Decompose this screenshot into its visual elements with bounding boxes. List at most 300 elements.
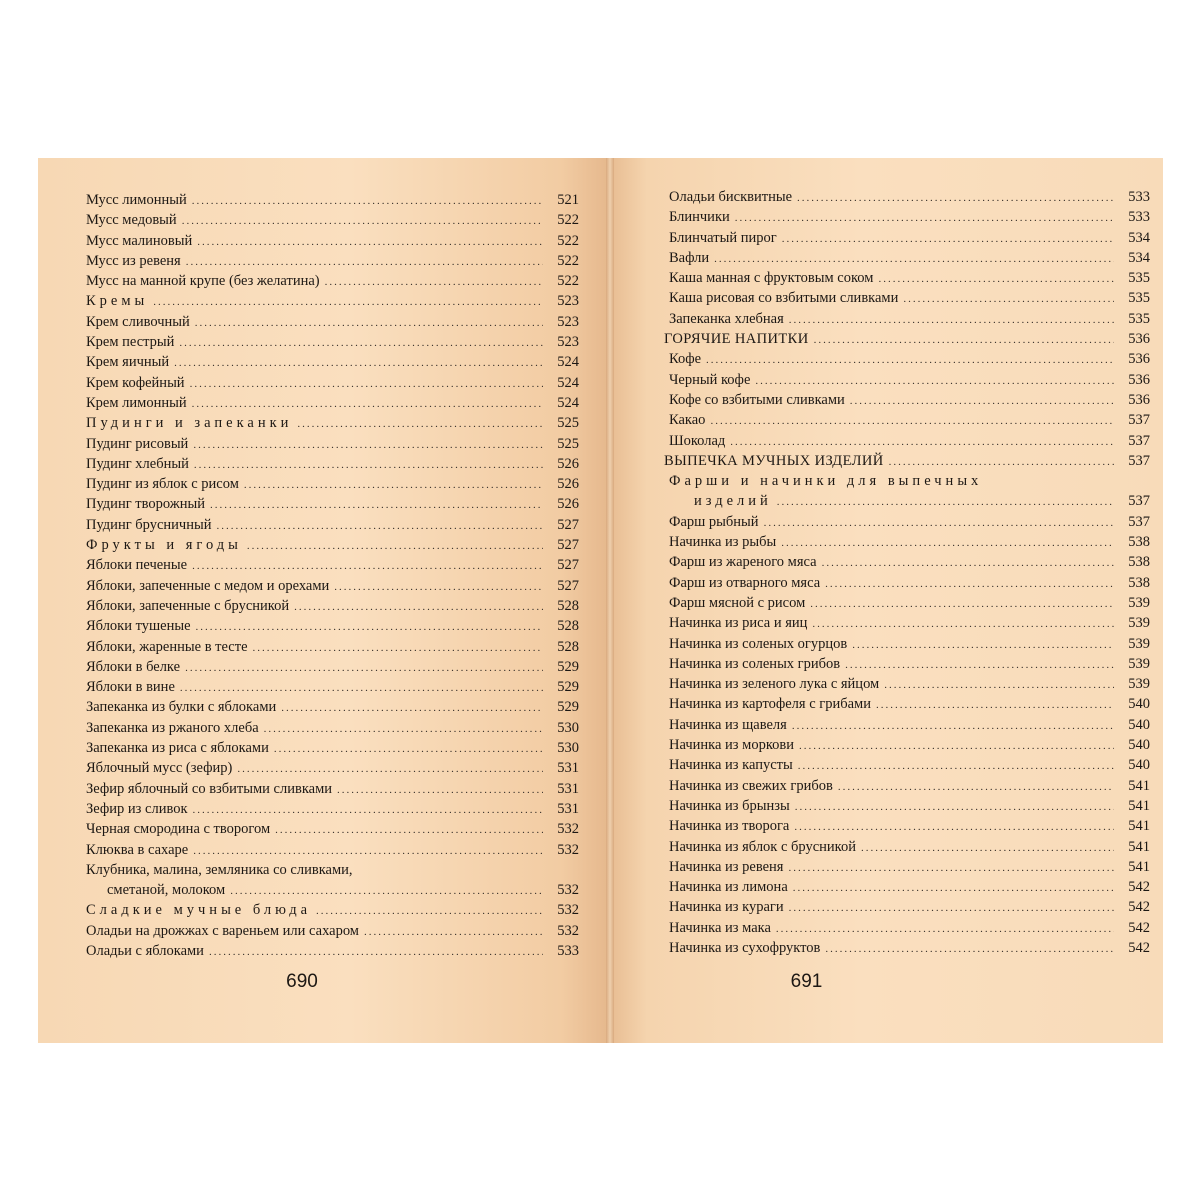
- toc-entry-title: Кофе: [669, 351, 702, 368]
- toc-entry: [81, 657, 579, 677]
- dot-leader: [792, 716, 1114, 735]
- toc-entry: [81, 900, 579, 920]
- toc-entry: [664, 552, 1150, 572]
- toc-entry-title: Клубника, малина, земляника со сливками,: [86, 861, 353, 878]
- toc-entry-page: 537: [1128, 412, 1150, 429]
- toc-entry: [664, 918, 1150, 938]
- toc-entry-page: 542: [1128, 879, 1150, 896]
- toc-entry-page: 538: [1128, 554, 1150, 571]
- toc-entry-title: Яблоки печеные: [86, 557, 188, 574]
- page-number-left: 690: [286, 971, 318, 992]
- toc-entry-title: сметаной, молоком: [107, 882, 226, 899]
- toc-entry: [664, 228, 1150, 248]
- toc-entry-page: 523: [557, 293, 579, 310]
- toc-entry: [664, 715, 1150, 735]
- toc-entry: [81, 231, 579, 251]
- toc-entry-page: 537: [1128, 452, 1150, 469]
- toc-entry-page: 527: [557, 577, 579, 594]
- dot-leader: [850, 391, 1114, 410]
- toc-entry-page: 526: [557, 455, 579, 472]
- dot-leader: [209, 942, 543, 961]
- toc-entry: [664, 491, 1150, 511]
- toc-entry-title: Фарш рыбный: [669, 513, 759, 530]
- dot-leader: [210, 495, 543, 514]
- dot-leader: [889, 452, 1114, 471]
- toc-entry-page: 537: [1128, 432, 1150, 449]
- toc-entry-page: 536: [1128, 391, 1150, 408]
- toc-entry: [81, 616, 579, 636]
- toc-entry-page: 538: [1128, 574, 1150, 591]
- toc-entry-title: Вафли: [669, 249, 710, 266]
- toc-entry-title: Кофе со взбитыми сливками: [669, 391, 845, 408]
- toc-entry-title: Оладьи на дрожжах с вареньем или сахаром: [86, 922, 359, 939]
- dot-leader: [777, 492, 1114, 511]
- dot-leader: [782, 229, 1114, 248]
- dot-leader: [714, 249, 1114, 268]
- toc-entry-page: 540: [1128, 737, 1150, 754]
- toc-entry-title: Начинка из зеленого лука с яйцом: [669, 676, 880, 693]
- toc-entry: [664, 349, 1150, 369]
- toc-entry-title: Крем лимонный: [86, 394, 187, 411]
- toc-entry-page: 534: [1128, 229, 1150, 246]
- toc-entry-title: Начинка из свежих грибов: [669, 777, 833, 794]
- dot-leader: [814, 330, 1114, 349]
- toc-entry-title: Начинка из брынзы: [669, 797, 790, 814]
- dot-leader: [852, 635, 1114, 654]
- dot-leader: [825, 574, 1114, 593]
- dot-leader: [764, 513, 1114, 532]
- toc-entry: [664, 288, 1150, 308]
- toc-entry: [664, 329, 1150, 349]
- toc-entry-page: 532: [557, 882, 579, 899]
- dot-leader: [230, 881, 543, 900]
- toc-entry-page: 542: [1128, 899, 1150, 916]
- toc-entry-page: 534: [1128, 249, 1150, 266]
- toc-entry-page: 532: [557, 922, 579, 939]
- toc-entry-title: Начинка из мака: [669, 919, 771, 936]
- toc-entry: [664, 837, 1150, 857]
- toc-entry-title: Яблоки тушеные: [86, 618, 191, 635]
- dot-leader: [735, 208, 1114, 227]
- toc-entry: [664, 613, 1150, 633]
- toc-entry: [81, 576, 579, 596]
- toc-entry-page: 530: [557, 740, 579, 757]
- dot-leader: [316, 901, 543, 920]
- toc-entry-page: 531: [557, 800, 579, 817]
- toc-entry-page: 533: [1128, 189, 1150, 205]
- dot-leader: [755, 371, 1114, 390]
- toc-entry: [81, 758, 579, 778]
- toc-entry-title: Каша рисовая со взбитыми сливками: [669, 290, 899, 307]
- toc-entry-page: 529: [557, 679, 579, 696]
- toc-entry-title: Мусс малиновый: [86, 232, 193, 249]
- toc-entry: [664, 897, 1150, 917]
- dot-leader: [799, 736, 1114, 755]
- toc-entry-page: 529: [557, 699, 579, 716]
- dot-leader: [297, 414, 543, 433]
- toc-entry-page: 541: [1128, 777, 1150, 794]
- toc-entry-title: Запеканка из ржаного хлеба: [86, 719, 259, 736]
- toc-entry-page: 531: [557, 780, 579, 797]
- toc-entry: [81, 434, 579, 454]
- toc-entry: [81, 312, 579, 332]
- dot-leader: [334, 577, 543, 596]
- toc-entry: [81, 271, 579, 291]
- toc-entry-title: Кремы: [86, 293, 149, 310]
- toc-entry: [664, 938, 1150, 958]
- toc-entry-page: 530: [557, 719, 579, 736]
- toc-entry-title: Начинка из яблок с брусникой: [669, 838, 856, 855]
- dot-leader: [274, 739, 543, 758]
- toc-entry-page: 523: [557, 334, 579, 351]
- toc-entry-title: Начинка из рыбы: [669, 534, 777, 551]
- book-gutter: [606, 158, 614, 1043]
- toc-entry-title: изделий: [694, 493, 772, 510]
- dot-leader: [193, 435, 543, 454]
- toc-entry: [81, 637, 579, 657]
- toc-entry-page: 522: [557, 252, 579, 269]
- dot-leader: [192, 394, 543, 413]
- dot-leader: [192, 556, 543, 575]
- dot-leader: [190, 374, 543, 393]
- toc-entry-title: Начинка из риса и яиц: [669, 615, 808, 632]
- dot-leader: [730, 432, 1114, 451]
- toc-entry-page: 541: [1128, 838, 1150, 855]
- dot-leader: [195, 313, 543, 332]
- dot-leader: [810, 594, 1114, 613]
- dot-leader: [192, 191, 543, 210]
- dot-leader: [797, 188, 1114, 207]
- toc-entry-page: 532: [557, 902, 579, 919]
- toc-entry-title: Оладьи бисквитные: [669, 189, 793, 205]
- toc-entry: [664, 207, 1150, 227]
- toc-entry-page: 527: [557, 557, 579, 574]
- toc-entry: [81, 352, 579, 372]
- toc-entry-title: Каша манная с фруктовым соком: [669, 270, 874, 287]
- toc-entry-page: 527: [557, 516, 579, 533]
- toc-entry-page: 533: [1128, 209, 1150, 226]
- toc-entry: [664, 187, 1150, 207]
- dot-leader: [812, 614, 1114, 633]
- dot-leader: [194, 455, 543, 474]
- toc-entry: [664, 593, 1150, 613]
- toc-entry: [81, 494, 579, 514]
- toc-entry-title: Крем пестрый: [86, 334, 175, 351]
- toc-entry: [664, 816, 1150, 836]
- toc-entry-title: Начинка из соленых огурцов: [669, 635, 848, 652]
- toc-entry-title: Крем яичный: [86, 354, 170, 371]
- toc-entry-title: Зефир яблочный со взбитыми сливками: [86, 780, 333, 797]
- toc-entry-page: 522: [557, 273, 579, 290]
- toc-entry-page: 529: [557, 658, 579, 675]
- toc-entry: [664, 431, 1150, 451]
- toc-entry: [81, 190, 579, 210]
- toc-entry-page: 535: [1128, 290, 1150, 307]
- dot-leader: [788, 858, 1114, 877]
- toc-entry-page: 528: [557, 638, 579, 655]
- toc-entry-title: Начинка из кураги: [669, 899, 784, 916]
- toc-entry-page: 538: [1128, 534, 1150, 551]
- toc-entry: [664, 634, 1150, 654]
- toc-entry-page: 533: [557, 942, 579, 959]
- toc-entry: [664, 248, 1150, 268]
- dot-leader: [193, 841, 543, 860]
- toc-entry: [664, 390, 1150, 410]
- toc-entry-page: 539: [1128, 615, 1150, 632]
- toc-entry: [664, 735, 1150, 755]
- dot-leader: [793, 878, 1114, 897]
- toc-entry: [81, 738, 579, 758]
- dot-leader: [795, 797, 1114, 816]
- toc-entry: [664, 755, 1150, 775]
- toc-entry: [664, 451, 1150, 471]
- toc-entry-title: Мусс из ревеня: [86, 252, 181, 269]
- toc-entry-title: Пудинг хлебный: [86, 455, 189, 472]
- toc-entry-title: Блинчики: [669, 209, 730, 226]
- toc-entry: [81, 251, 579, 271]
- dot-leader: [186, 252, 543, 271]
- toc-entry-title: Начинка из лимона: [669, 879, 788, 896]
- toc-entry: [81, 779, 579, 799]
- toc-entry-title: Яблоки, запеченные с брусникой: [86, 597, 290, 614]
- toc-entry-page: 537: [1128, 513, 1150, 530]
- toc-entry-title: Фрукты и ягоды: [86, 537, 242, 554]
- toc-entry: [81, 921, 579, 941]
- toc-entry: [664, 410, 1150, 430]
- toc-entry: [81, 697, 579, 717]
- toc-entry-title: Пудинг творожный: [86, 496, 206, 513]
- toc-entry-title: Фарш из отварного мяса: [669, 574, 821, 591]
- dot-leader: [196, 617, 543, 636]
- left-page: [38, 158, 606, 1043]
- dot-leader: [294, 597, 543, 616]
- toc-entry: [81, 718, 579, 738]
- toc-entry-title: Запеканка из риса с яблоками: [86, 740, 269, 757]
- toc-entry-title: Фарш мясной с рисом: [669, 594, 806, 611]
- toc-entry-page: 525: [557, 415, 579, 432]
- toc-entry: [81, 535, 579, 555]
- toc-entry-page: 524: [557, 354, 579, 371]
- toc-entry-page: 540: [1128, 757, 1150, 774]
- toc-entry: [81, 860, 579, 880]
- toc-entry-title: Запеканка хлебная: [669, 310, 784, 327]
- toc-entry-page: 532: [557, 841, 579, 858]
- toc-entry-page: 531: [557, 760, 579, 777]
- toc-entry-title: Начинка из моркови: [669, 737, 794, 754]
- toc-entry-title: Фарш из жареного мяса: [669, 554, 817, 571]
- toc-entry: [81, 373, 579, 393]
- toc-entry: [664, 532, 1150, 552]
- toc-entry-title: Пудинг брусничный: [86, 516, 212, 533]
- toc-entry: [81, 474, 579, 494]
- toc-entry: [81, 393, 579, 413]
- toc-entry-title: Яблочный мусс (зефир): [86, 760, 233, 777]
- toc-entry-page: 539: [1128, 676, 1150, 693]
- toc-entry: [81, 515, 579, 535]
- toc-entry-title: Начинка из творога: [669, 818, 790, 835]
- toc-entry: [664, 268, 1150, 288]
- dot-leader: [247, 536, 543, 555]
- toc-list-right: [664, 187, 1150, 958]
- dot-leader: [822, 553, 1114, 572]
- toc-entry-title: Какао: [669, 412, 706, 429]
- toc-entry-title: Начинка из ревеня: [669, 858, 784, 875]
- toc-entry: [81, 454, 579, 474]
- toc-entry: [664, 694, 1150, 714]
- toc-entry: [664, 776, 1150, 796]
- toc-entry-title: Пудинг рисовый: [86, 435, 189, 452]
- toc-entry-page: 541: [1128, 797, 1150, 814]
- dot-leader: [794, 817, 1114, 836]
- toc-entry-title: Начинка из картофеля с грибами: [669, 696, 871, 713]
- toc-entry-title: Яблоки, запеченные с медом и орехами: [86, 577, 330, 594]
- dot-leader: [337, 780, 543, 799]
- toc-entry-title: Начинка из щавеля: [669, 716, 787, 733]
- toc-entry-page: 526: [557, 476, 579, 493]
- dot-leader: [325, 272, 543, 291]
- toc-entry: [664, 857, 1150, 877]
- page-number-right: 691: [790, 971, 823, 992]
- toc-entry-page: 527: [557, 537, 579, 554]
- toc-entry-title: Мусс на манной крупе (без желатина): [86, 273, 320, 290]
- toc-entry-page: 528: [557, 618, 579, 635]
- toc-entry-page: 539: [1128, 635, 1150, 652]
- toc-entry-title: Пудинги и запеканки: [86, 415, 293, 432]
- toc-entry: [81, 880, 579, 900]
- toc-entry: [81, 819, 579, 839]
- dot-leader: [884, 675, 1114, 694]
- toc-entry-title: Блинчатый пирог: [669, 229, 777, 246]
- toc-entry-page: 521: [557, 192, 579, 208]
- dot-leader: [789, 898, 1114, 917]
- dot-leader: [253, 638, 543, 657]
- dot-leader: [798, 756, 1114, 775]
- dot-leader: [710, 411, 1114, 430]
- dot-leader: [193, 800, 544, 819]
- toc-entry-title: Мусс лимонный: [86, 192, 187, 208]
- toc-entry-title: Фарши и начинки для выпечных: [669, 473, 983, 490]
- dot-leader: [776, 919, 1114, 938]
- toc-entry-page: 537: [1128, 493, 1150, 510]
- dot-leader: [180, 678, 543, 697]
- toc-entry-title: Яблоки в белке: [86, 658, 181, 675]
- dot-leader: [216, 516, 543, 535]
- toc-entry: [81, 332, 579, 352]
- dot-leader: [197, 232, 543, 251]
- toc-entry-page: 522: [557, 232, 579, 249]
- toc-entry-title: Шоколад: [669, 432, 726, 449]
- toc-entry-title: Мусс медовый: [86, 212, 177, 229]
- toc-entry-page: 535: [1128, 270, 1150, 287]
- dot-leader: [281, 698, 543, 717]
- toc-entry: [81, 941, 579, 961]
- dot-leader: [179, 333, 543, 352]
- toc-entry-page: 535: [1128, 310, 1150, 327]
- dot-leader: [781, 533, 1114, 552]
- toc-entry-page: 541: [1128, 818, 1150, 835]
- dot-leader: [876, 695, 1114, 714]
- toc-entry-title: Пудинг из яблок с рисом: [86, 476, 239, 493]
- toc-entry-page: 539: [1128, 655, 1150, 672]
- toc-entry-title: Запеканка из булки с яблоками: [86, 699, 277, 716]
- toc-entry-title: Черный кофе: [669, 371, 751, 388]
- toc-entry-title: Черная смородина с творогом: [86, 821, 271, 838]
- toc-entry: [664, 674, 1150, 694]
- dot-leader: [878, 269, 1114, 288]
- dot-leader: [789, 310, 1114, 329]
- toc-entry-page: 540: [1128, 716, 1150, 733]
- dot-leader: [364, 922, 543, 941]
- toc-entry: [664, 512, 1150, 532]
- toc-entry-title: Начинка из сухофруктов: [669, 939, 821, 956]
- toc-entry: [81, 596, 579, 616]
- toc-entry: [81, 555, 579, 575]
- toc-entry: [81, 413, 579, 433]
- toc-entry: [81, 677, 579, 697]
- toc-entry-title: Крем кофейный: [86, 374, 185, 391]
- dot-leader: [174, 353, 543, 372]
- toc-entry-title: Крем сливочный: [86, 313, 190, 330]
- toc-entry-page: 522: [557, 212, 579, 229]
- toc-entry-page: 540: [1128, 696, 1150, 713]
- toc-entry-page: 532: [557, 821, 579, 838]
- dot-leader: [825, 939, 1114, 958]
- toc-entry: [664, 877, 1150, 897]
- right-page: [614, 158, 1163, 1043]
- dot-leader: [264, 719, 543, 738]
- toc-entry-page: 523: [557, 313, 579, 330]
- toc-entry-page: 536: [1128, 351, 1150, 368]
- toc-entry-page: 524: [557, 374, 579, 391]
- dot-leader: [237, 759, 543, 778]
- dot-leader: [185, 658, 543, 677]
- toc-entry-title: ГОРЯЧИЕ НАПИТКИ: [664, 331, 809, 348]
- dot-leader: [244, 475, 543, 494]
- dot-leader: [838, 777, 1114, 796]
- toc-entry: [664, 573, 1150, 593]
- toc-entry: [664, 654, 1150, 674]
- toc-entry-title: Начинка из капусты: [669, 757, 793, 774]
- toc-entry: [664, 796, 1150, 816]
- toc-entry-title: Клюква в сахаре: [86, 841, 189, 858]
- toc-entry-title: ВЫПЕЧКА МУЧНЫХ ИЗДЕЛИЙ: [664, 452, 884, 469]
- toc-list-left: [81, 190, 579, 961]
- toc-entry: [664, 309, 1150, 329]
- toc-entry-page: 542: [1128, 919, 1150, 936]
- toc-entry-page: 524: [557, 394, 579, 411]
- toc-entry-title: Сладкие мучные блюда: [86, 902, 312, 919]
- toc-entry: [81, 210, 579, 230]
- dot-leader: [706, 350, 1114, 369]
- toc-entry-title: Яблоки, жаренные в тесте: [86, 638, 248, 655]
- toc-entry-title: Зефир из сливок: [86, 800, 188, 817]
- toc-entry: [81, 799, 579, 819]
- toc-entry-page: 542: [1128, 939, 1150, 956]
- toc-entry: [664, 370, 1150, 390]
- toc-entry-page: 541: [1128, 858, 1150, 875]
- toc-entry-title: Яблоки в вине: [86, 679, 175, 696]
- dot-leader: [275, 820, 543, 839]
- dot-leader: [182, 211, 543, 230]
- toc-entry: [81, 291, 579, 311]
- toc-entry: [664, 471, 1150, 491]
- toc-entry-page: 526: [557, 496, 579, 513]
- toc-entry-page: 539: [1128, 594, 1150, 611]
- dot-leader: [903, 289, 1114, 308]
- dot-leader: [845, 655, 1114, 674]
- toc-entry-page: 528: [557, 597, 579, 614]
- toc-entry-page: 536: [1128, 331, 1150, 348]
